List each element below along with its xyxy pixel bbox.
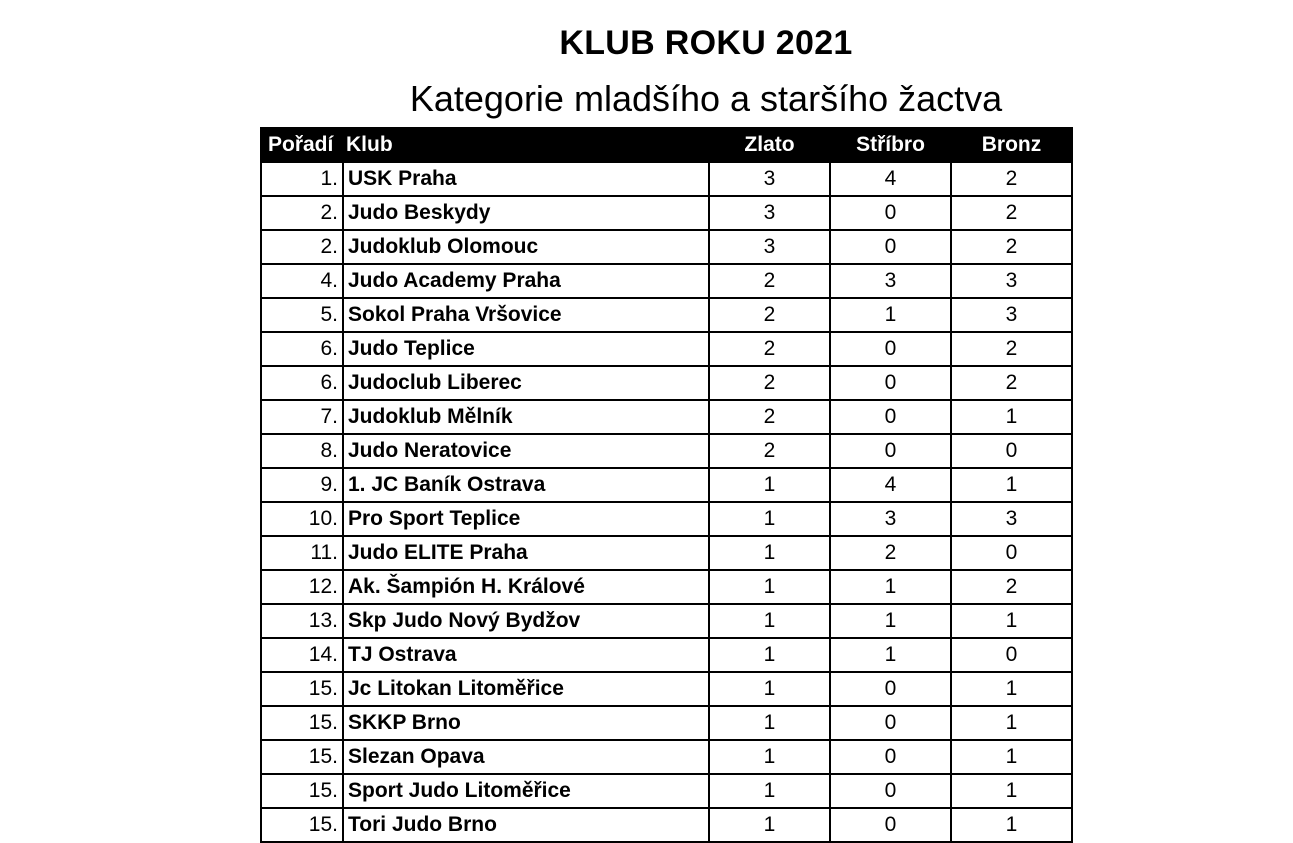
silver-cell: 3 bbox=[830, 264, 951, 298]
bronze-cell: 2 bbox=[951, 332, 1072, 366]
header-rank: Pořadí bbox=[261, 128, 343, 162]
bronze-cell: 3 bbox=[951, 502, 1072, 536]
club-cell: Judo Academy Praha bbox=[343, 264, 709, 298]
table-row bbox=[261, 332, 1072, 366]
table-row bbox=[261, 400, 1072, 434]
bronze-cell: 0 bbox=[951, 536, 1072, 570]
gold-cell: 1 bbox=[709, 502, 830, 536]
silver-cell: 0 bbox=[830, 230, 951, 264]
header-silver: Stříbro bbox=[830, 128, 951, 162]
gold-cell: 1 bbox=[709, 774, 830, 808]
rank-cell: 15. bbox=[261, 706, 343, 740]
club-cell: Judo Neratovice bbox=[343, 434, 709, 468]
table-row bbox=[261, 604, 1072, 638]
bronze-cell: 0 bbox=[951, 638, 1072, 672]
club-cell: Skp Judo Nový Bydžov bbox=[343, 604, 709, 638]
silver-cell: 1 bbox=[830, 638, 951, 672]
silver-cell: 3 bbox=[830, 502, 951, 536]
gold-cell: 1 bbox=[709, 468, 830, 502]
silver-cell: 1 bbox=[830, 298, 951, 332]
rank-cell: 2. bbox=[261, 230, 343, 264]
rank-cell: 4. bbox=[261, 264, 343, 298]
gold-cell: 1 bbox=[709, 706, 830, 740]
bronze-cell: 0 bbox=[951, 434, 1072, 468]
bronze-cell: 1 bbox=[951, 604, 1072, 638]
table-row bbox=[261, 434, 1072, 468]
gold-cell: 1 bbox=[709, 638, 830, 672]
gold-cell: 1 bbox=[709, 536, 830, 570]
table-row bbox=[261, 536, 1072, 570]
silver-cell: 1 bbox=[830, 604, 951, 638]
bronze-cell: 2 bbox=[951, 196, 1072, 230]
bronze-cell: 1 bbox=[951, 400, 1072, 434]
header-club: Klub bbox=[343, 128, 709, 162]
table-row bbox=[261, 162, 1072, 196]
gold-cell: 1 bbox=[709, 604, 830, 638]
table-row bbox=[261, 774, 1072, 808]
rank-cell: 12. bbox=[261, 570, 343, 604]
club-cell: SKKP Brno bbox=[343, 706, 709, 740]
rank-cell: 2. bbox=[261, 196, 343, 230]
table-row bbox=[261, 502, 1072, 536]
rank-cell: 13. bbox=[261, 604, 343, 638]
bronze-cell: 1 bbox=[951, 740, 1072, 774]
table-body bbox=[261, 162, 1072, 842]
bronze-cell: 3 bbox=[951, 298, 1072, 332]
gold-cell: 2 bbox=[709, 298, 830, 332]
bronze-cell: 2 bbox=[951, 230, 1072, 264]
bronze-cell: 3 bbox=[951, 264, 1072, 298]
club-cell: Judoclub Liberec bbox=[343, 366, 709, 400]
table-row bbox=[261, 808, 1072, 842]
club-cell: Sport Judo Litoměřice bbox=[343, 774, 709, 808]
rank-cell: 11. bbox=[261, 536, 343, 570]
club-cell: USK Praha bbox=[343, 162, 709, 196]
table-row bbox=[261, 638, 1072, 672]
bronze-cell: 2 bbox=[951, 570, 1072, 604]
club-cell: TJ Ostrava bbox=[343, 638, 709, 672]
silver-cell: 0 bbox=[830, 366, 951, 400]
club-cell: Judo Teplice bbox=[343, 332, 709, 366]
table-row bbox=[261, 706, 1072, 740]
silver-cell: 4 bbox=[830, 468, 951, 502]
club-cell: Jc Litokan Litoměřice bbox=[343, 672, 709, 706]
bronze-cell: 1 bbox=[951, 774, 1072, 808]
silver-cell: 4 bbox=[830, 162, 951, 196]
table-row bbox=[261, 740, 1072, 774]
silver-cell: 0 bbox=[830, 672, 951, 706]
table-row bbox=[261, 570, 1072, 604]
bronze-cell: 1 bbox=[951, 672, 1072, 706]
table-row bbox=[261, 366, 1072, 400]
gold-cell: 2 bbox=[709, 366, 830, 400]
silver-cell: 0 bbox=[830, 434, 951, 468]
rank-cell: 9. bbox=[261, 468, 343, 502]
table-row bbox=[261, 468, 1072, 502]
gold-cell: 1 bbox=[709, 740, 830, 774]
club-cell: Judo Beskydy bbox=[343, 196, 709, 230]
bronze-cell: 1 bbox=[951, 808, 1072, 842]
rank-cell: 15. bbox=[261, 808, 343, 842]
gold-cell: 3 bbox=[709, 230, 830, 264]
bronze-cell: 2 bbox=[951, 366, 1072, 400]
bronze-cell: 1 bbox=[951, 706, 1072, 740]
club-cell: Judoklub Olomouc bbox=[343, 230, 709, 264]
club-cell: Tori Judo Brno bbox=[343, 808, 709, 842]
club-cell: 1. JC Baník Ostrava bbox=[343, 468, 709, 502]
table-row bbox=[261, 230, 1072, 264]
table-header bbox=[261, 128, 1072, 162]
rank-cell: 8. bbox=[261, 434, 343, 468]
gold-cell: 1 bbox=[709, 672, 830, 706]
gold-cell: 3 bbox=[709, 162, 830, 196]
gold-cell: 1 bbox=[709, 808, 830, 842]
header-gold: Zlato bbox=[709, 128, 830, 162]
bronze-cell: 2 bbox=[951, 162, 1072, 196]
silver-cell: 0 bbox=[830, 400, 951, 434]
club-cell: Ak. Šampión H. Králové bbox=[343, 570, 709, 604]
rank-cell: 6. bbox=[261, 332, 343, 366]
table-row bbox=[261, 264, 1072, 298]
rank-cell: 1. bbox=[261, 162, 343, 196]
rank-cell: 7. bbox=[261, 400, 343, 434]
gold-cell: 1 bbox=[709, 570, 830, 604]
page-title: KLUB ROKU 2021 bbox=[559, 24, 853, 62]
table-row bbox=[261, 196, 1072, 230]
rank-cell: 6. bbox=[261, 366, 343, 400]
silver-cell: 1 bbox=[830, 570, 951, 604]
gold-cell: 2 bbox=[709, 434, 830, 468]
header-bronze: Bronz bbox=[951, 128, 1072, 162]
silver-cell: 0 bbox=[830, 808, 951, 842]
rank-cell: 15. bbox=[261, 774, 343, 808]
rank-cell: 14. bbox=[261, 638, 343, 672]
table-row bbox=[261, 298, 1072, 332]
gold-cell: 2 bbox=[709, 332, 830, 366]
rank-cell: 15. bbox=[261, 672, 343, 706]
silver-cell: 0 bbox=[830, 774, 951, 808]
gold-cell: 2 bbox=[709, 400, 830, 434]
page-subtitle: Kategorie mladšího a staršího žactva bbox=[409, 78, 1003, 119]
header-row bbox=[261, 128, 1072, 162]
club-cell: Slezan Opava bbox=[343, 740, 709, 774]
rank-cell: 10. bbox=[261, 502, 343, 536]
silver-cell: 0 bbox=[830, 196, 951, 230]
club-cell: Pro Sport Teplice bbox=[343, 502, 709, 536]
club-cell: Judoklub Mělník bbox=[343, 400, 709, 434]
rank-cell: 15. bbox=[261, 740, 343, 774]
silver-cell: 0 bbox=[830, 706, 951, 740]
gold-cell: 3 bbox=[709, 196, 830, 230]
results-table bbox=[260, 127, 1073, 843]
silver-cell: 0 bbox=[830, 740, 951, 774]
silver-cell: 0 bbox=[830, 332, 951, 366]
club-cell: Judo ELITE Praha bbox=[343, 536, 709, 570]
gold-cell: 2 bbox=[709, 264, 830, 298]
rank-cell: 5. bbox=[261, 298, 343, 332]
club-cell: Sokol Praha Vršovice bbox=[343, 298, 709, 332]
silver-cell: 2 bbox=[830, 536, 951, 570]
bronze-cell: 1 bbox=[951, 468, 1072, 502]
table-row bbox=[261, 672, 1072, 706]
